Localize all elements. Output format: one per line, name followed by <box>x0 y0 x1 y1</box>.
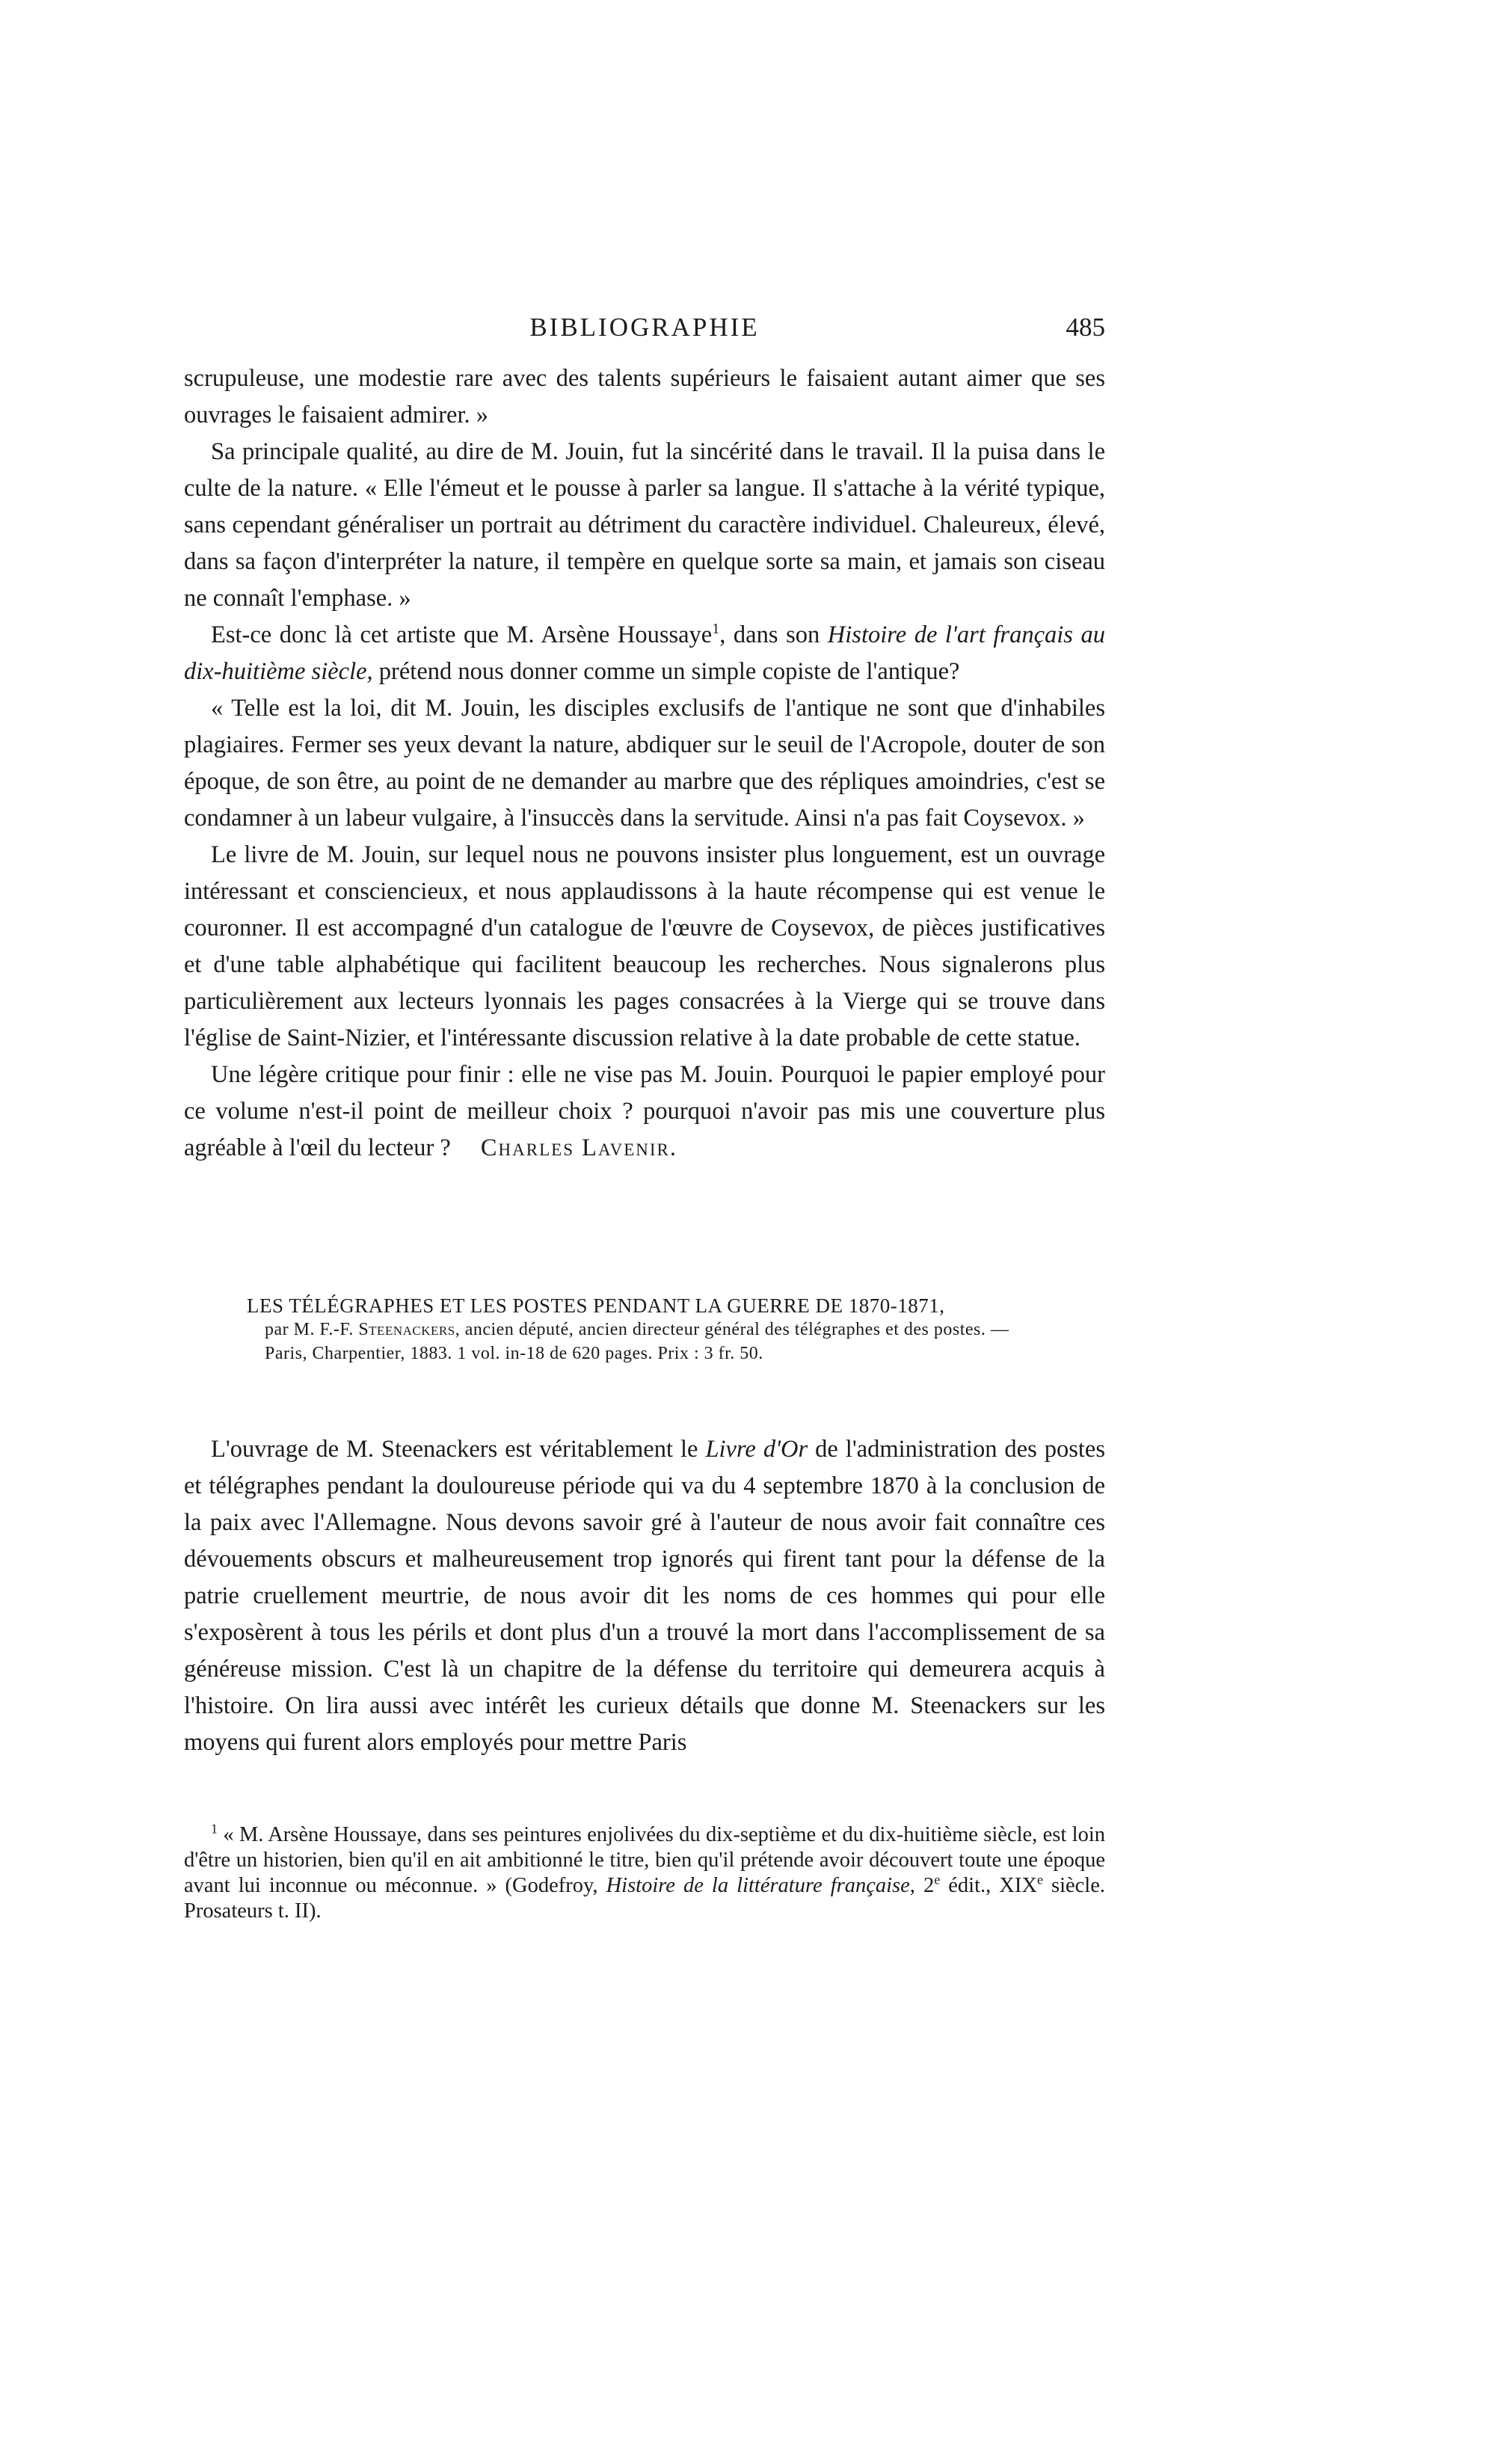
notice-details <box>247 1318 1032 1365</box>
text-span: par M. F.-F. <box>265 1320 359 1339</box>
text-span: , dans son <box>719 621 828 648</box>
paragraph <box>184 1057 1105 1167</box>
review-steenackers <box>184 1431 1105 1761</box>
paragraph <box>184 1431 1105 1761</box>
text-span: « M. Arsène Houssaye, dans ses peintures enjolivées du dix-septième et du dix-huitième siècle, est loin d'être un historien, bien qu'il en ait ambitionné le titre, bien qu'il prétende avoir découvert toute une époque avant lui inconnue ou méconnue. » (Godefroy, <box>184 1823 1105 1897</box>
signature: Charles Lavenir. <box>480 1134 678 1161</box>
notice-author: Steenackers <box>358 1320 455 1339</box>
book-title: Livre d'Or <box>705 1436 808 1463</box>
superscript: e <box>934 1872 941 1887</box>
text-span: , ancien député, ancien directeur général des télégraphes et des postes. — Paris, Charpentier, 1883. 1 vol. in-18 de 620 pages. Prix : 3 fr. 50. <box>265 1320 1009 1363</box>
text-span: 2 <box>914 1874 935 1897</box>
text-span: siècle. Prosateurs t. II). <box>184 1874 1105 1923</box>
paragraph: Sa principale qualité, au dire de M. Jouin, fut la sincérité dans le travail. Il la puisa dans le culte de la nature. « Elle l'émeut et le pousse à parler sa langue. Il s'attache à la vérité typique, sans cependant généraliser un portrait au détriment du caractère individuel. Chaleureux, élevé, dans sa façon d'interpréter la nature, il tempère en quelque sorte sa main, et jamais son ciseau ne connaît l'emphase. » <box>184 438 1105 612</box>
paragraph: « Telle est la loi, dit M. Jouin, les disciples exclusifs de l'antique ne sont que d'inhabiles plagiaires. Fermer ses yeux devant la nature, abdiquer sur le seuil de l'Acropole, douter de son époque, de son être, au point de ne demander au marbre que des répliques amoindries, c'est se condamner à un labeur vulgaire, à l'insuccès dans la servitude. Ainsi n'a pas fait Coysevox. » <box>184 695 1105 832</box>
text-span: édit., XIX <box>940 1874 1037 1897</box>
superscript: e <box>1036 1872 1043 1887</box>
footnote-marker: 1 <box>211 1821 218 1837</box>
notice-heading: LES TÉLÉGRAPHES ET LES POSTES PENDANT LA GUERRE DE 1870-1871, <box>247 1294 945 1317</box>
text-span: de l'administration des postes et télégraphes pendant la douloureuse période qui va du 4 septembre 1870 à la conclusion de la paix avec l'Allemagne. Nous devons savoir gré à l'auteur de nous avoir fait connaître ces dévouements obscurs et malheureusement trop ignorés qui firent tant pour la défense de la patrie cruellement meurtrie, de nous avoir dit les noms de ces hommes qui pour elle s'exposèrent à tous les périls et dont plus d'un a trouvé la mort dans l'accomplissement de sa généreuse mission. C'est là un chapitre de la défense du territoire qui demeurera acquis à l'histoire. On lira aussi avec intérêt les curieux détails que donne M. Steenackers sur les moyens qui furent alors employés pour mettre Paris <box>184 1436 1105 1756</box>
running-head <box>184 313 1105 350</box>
footnote-text <box>184 1822 1105 1924</box>
book-title: Histoire de la littérature française, <box>606 1874 915 1897</box>
text-span: prétend nous donner comme un simple copiste de l'antique? <box>372 658 960 685</box>
paragraph: scrupuleuse, une modestie rare avec des talents supérieurs le faisaient autant aimer que ses ouvrages le faisaient admirer. » <box>184 365 1105 428</box>
book-notice <box>247 1294 1032 1365</box>
text-span: L'ouvrage de M. Steenackers est véritablement le <box>211 1436 706 1463</box>
review-coysevox <box>184 360 1105 1167</box>
page-number: 485 <box>1066 313 1105 342</box>
text-span: Est-ce donc là cet artiste que M. Arsène Houssaye <box>211 621 713 648</box>
book-title: Histoire de l'art français au dix-huitième siècle, <box>184 621 1106 685</box>
running-head-title: BIBLIOGRAPHIE <box>529 313 760 342</box>
footnote-ref[interactable]: 1 <box>712 621 720 638</box>
paragraph: Le livre de M. Jouin, sur lequel nous ne pouvons insister plus longuement, est un ouvrage intéressant et consciencieux, et nous applaudissons à la haute récompense qui est venue le couronner. Il est accompagné d'un catalogue de l'œuvre de Coysevox, de pièces justificatives et d'une table alphabétique qui facilitent beaucoup les recherches. Nous signalerons plus particulièrement aux lecteurs lyonnais les pages consacrées à la Vierge qui se trouve dans l'église de Saint-Nizier, et l'intéressante discussion relative à la date probable de cette statue. <box>184 841 1105 1051</box>
text-span: Une légère critique pour finir : elle ne vise pas M. Jouin. Pourquoi le papier employé pour ce volume n'est-il point de meilleur choix ? pourquoi n'avoir pas mis une couverture plus agréable à l'œil du lecteur ? <box>184 1061 1105 1161</box>
paragraph <box>184 617 1105 690</box>
footnote <box>184 1822 1105 1924</box>
